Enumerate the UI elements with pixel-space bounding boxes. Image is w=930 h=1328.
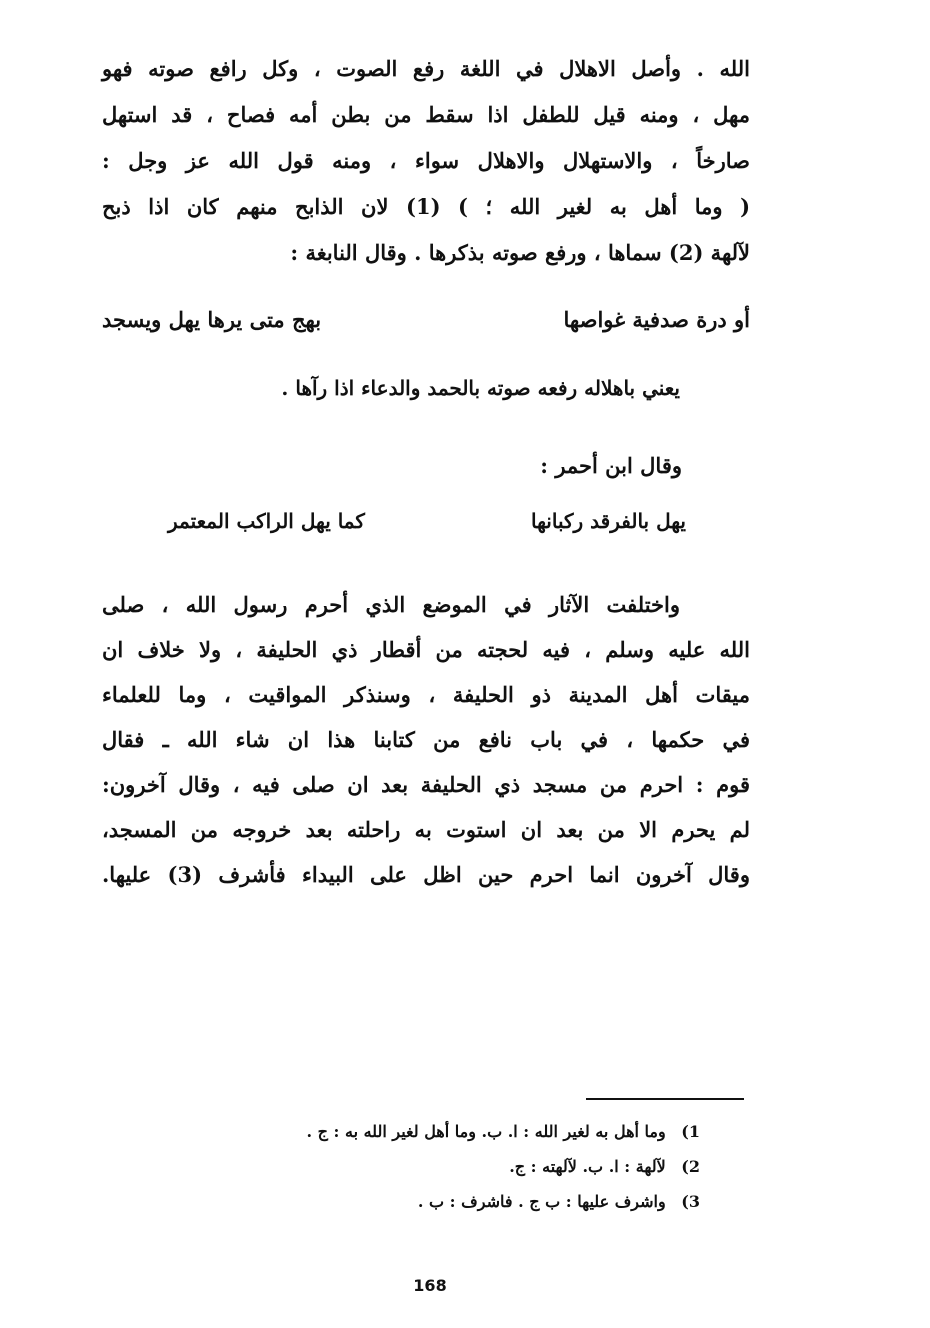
- text-line: ميقات أهل المدينة ذو الحليفة ، وسنذكر المواقيت ، وما للعلماء: [102, 682, 750, 707]
- footnote: [306, 1184, 700, 1219]
- footnote-text: وما أهل به لغير الله : ا. ب. وما أهل لغير الله به : ج .: [306, 1122, 666, 1141]
- text-line: في حكمها ، في باب نافع من كتابنا هذا ان شاء الله ـ فقال: [102, 727, 750, 752]
- verse-1-first-hemistich: أو درة صدفية غواصها: [563, 307, 750, 332]
- verse-2-first-hemistich: يهل بالفرقد ركبانها: [530, 509, 686, 533]
- text-line: الله عليه وسلم ، فيه لحجته من أقطار ذي الحليفة ، ولا خلاف ان: [102, 637, 750, 662]
- verse-2-intro: وقال ابن أحمر :: [540, 453, 682, 478]
- verse-1-second-hemistich: بهج متى يرها يهل ويسجد: [102, 307, 322, 332]
- text-line: الله . وأصل الاهلال في اللغة رفع الصوت ، وكل رافع صوته فهو: [102, 56, 750, 81]
- verse-1: [102, 300, 750, 340]
- paragraph-1: [102, 46, 750, 276]
- footnote-number: 2): [681, 1157, 700, 1176]
- page-number: 168: [413, 1276, 447, 1295]
- footnote-number: 3): [681, 1192, 700, 1211]
- text-line: واختلفت الآثار في الموضع الذي أحرم رسول الله ، صلى: [102, 592, 680, 617]
- text-line: لآلهة (2) سماها ، ورفع صوته بذكرها . وقال النابغة :: [290, 240, 750, 265]
- footnote-number: 1): [681, 1122, 700, 1141]
- text-line: لم يحرم الا من بعد ان استوت به راحلته بعد خروجه من المسجد،: [102, 817, 750, 842]
- footnote-text: لآلهة : ا. ب. لآلهته : ج.: [509, 1157, 666, 1176]
- text-line: صارخاً ، والاستهلال والاهلال سواء ، ومنه قول الله عز وجل :: [102, 148, 750, 173]
- footnote-text: واشرف عليها : ب ج . فاشرف : ب .: [417, 1192, 666, 1211]
- verse-2-second-hemistich: كما يهل الراكب المعتمر: [168, 509, 365, 533]
- footnote: [306, 1149, 700, 1184]
- text-line: مهل ، ومنه قيل للطفل اذا سقط من بطن أمه فصاح ، قد استهل: [102, 102, 750, 127]
- verse-1-explanation: يعني باهلاله رفعه صوته بالحمد والدعاء اذا رآها .: [281, 376, 680, 400]
- paragraph-2: [102, 582, 750, 897]
- footnote: [306, 1114, 700, 1149]
- footnotes: [306, 1114, 700, 1219]
- verse-2: [168, 503, 686, 539]
- footnote-separator: [586, 1098, 744, 1100]
- text-line: وقال آخرون انما احرم حين اظل على البيداء فأشرف (3) عليها.: [102, 862, 750, 887]
- text-line: قوم : احرم من مسجد ذي الحليفة بعد ان صلى فيه ، وقال آخرون:: [102, 772, 750, 797]
- text-line: ( وما أهل به لغير الله ؛ ) (1) لان الذابح منهم كان اذا ذبح: [102, 194, 751, 219]
